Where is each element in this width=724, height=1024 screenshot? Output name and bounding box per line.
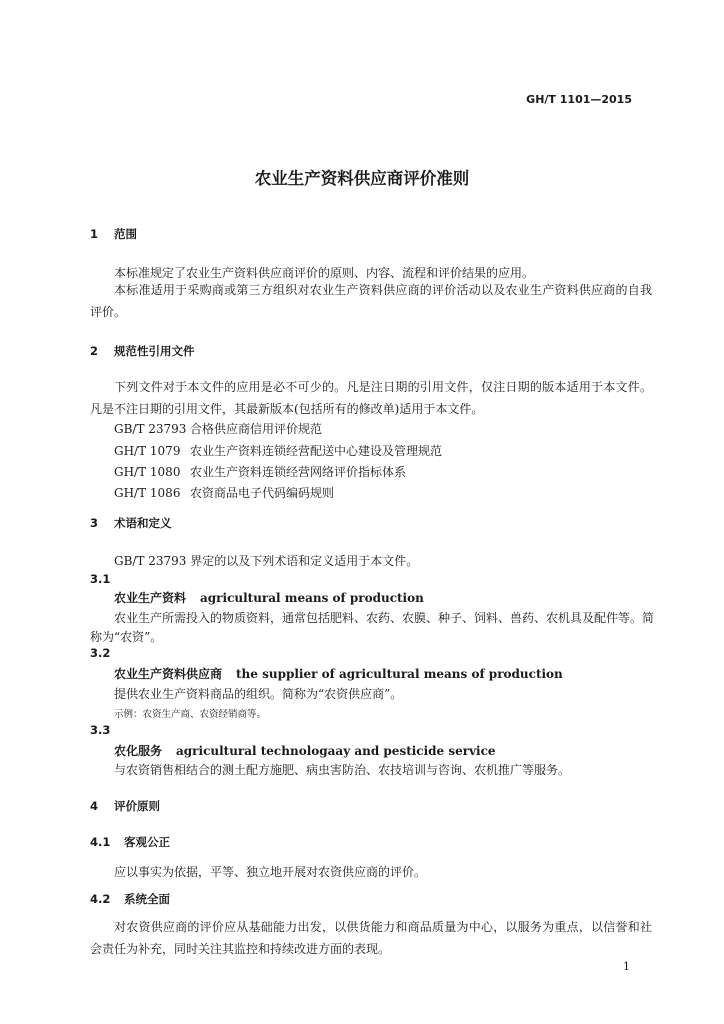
section-title: 规范性引用文件 xyxy=(114,344,195,358)
section-title: 范围 xyxy=(114,227,137,241)
term-number: 3.1 xyxy=(90,572,111,586)
term-chinese: 农化服务 xyxy=(114,744,163,758)
subsection-text: 应以事实为依据，平等、独立地开展对农资供应商的评价。 xyxy=(114,865,427,879)
section-heading-1 xyxy=(90,226,137,242)
subsection-title: 客观公正 xyxy=(124,835,170,849)
subsection-title: 系统全面 xyxy=(124,892,170,906)
term-definition: 提供农业生产资料商品的组织。简称为“农资供应商”。 xyxy=(114,687,403,701)
subsection-text: 对农资供应商的评价应从基础能力出发，以供货能力和商品质量为中心，以服务为重点，以信誉和社会责任为补充，同时关注其监控和持续改进方面的表现。 xyxy=(90,920,652,956)
reference-code: GH/T 1086 xyxy=(114,486,181,500)
term-chinese: 农业生产资料 xyxy=(114,591,187,605)
section-title: 术语和定义 xyxy=(114,516,172,530)
subsection-number: 4.2 xyxy=(90,892,111,906)
term-number: 3.3 xyxy=(90,723,111,737)
section-heading-4 xyxy=(90,798,160,814)
reference-item xyxy=(114,442,442,459)
references-intro: 下列文件对于本文件的应用是必不可少的。凡是注日期的引用文件，仅注日期的版本适用于本文件。凡是不注日期的引用文件，其最新版本(包括所有的修改单)适用于本文件。 xyxy=(90,380,652,416)
section-number: 2 xyxy=(90,344,99,358)
term-english: agricultural technologaay and pesticide service xyxy=(176,744,496,758)
reference-title: 农资商品电子代码编码规则 xyxy=(190,486,335,500)
scope-paragraph-2: 本标准适用于采购商或第三方组织对农业生产资料供应商的评价活动以及农业生产资料供应商的自我评价。 xyxy=(90,283,652,319)
subsection-heading-4-1 xyxy=(90,834,170,850)
reference-item xyxy=(114,463,406,480)
term-heading xyxy=(114,742,496,759)
document-title: 农业生产资料供应商评价准则 xyxy=(254,169,470,188)
term-heading xyxy=(114,665,563,682)
reference-title: 合格供应商信用评价规范 xyxy=(190,422,323,436)
section-title: 评价原则 xyxy=(114,799,160,813)
section-heading-2 xyxy=(90,343,195,359)
reference-code: GH/T 1079 xyxy=(114,444,181,458)
reference-code: GB/T 23793 xyxy=(114,422,187,436)
term-example-note: 示例：农资生产商、农资经销商等。 xyxy=(114,709,267,720)
term-definition-line-2: 称为“农资”。 xyxy=(90,630,163,644)
term-english: agricultural means of production xyxy=(200,591,424,605)
scope-paragraph-1: 本标准规定了农业生产资料供应商评价的原则、内容、流程和评价结果的应用。 xyxy=(114,266,535,280)
reference-code: GH/T 1080 xyxy=(114,465,181,479)
section-number: 4 xyxy=(90,799,99,813)
section-heading-3 xyxy=(90,515,172,531)
term-heading xyxy=(114,589,424,606)
reference-item xyxy=(114,484,334,501)
subsection-heading-4-2 xyxy=(90,891,170,907)
terms-intro: GB/T 23793 界定的以及下列术语和定义适用于本文件。 xyxy=(114,554,419,568)
term-definition: 与农资销售相结合的测土配方施肥、病虫害防治、农技培训与咨询、农机推广等服务。 xyxy=(114,763,571,777)
subsection-number: 4.1 xyxy=(90,835,111,849)
reference-item xyxy=(114,420,322,437)
section-number: 1 xyxy=(90,227,99,241)
section-number: 3 xyxy=(90,516,99,530)
standard-number: GH/T 1101—2015 xyxy=(526,93,632,106)
term-definition-line-1: 农业生产所需投入的物质资料，通常包括肥料、农药、农膜、种子、饲料、兽药、农机具及配件等。简 xyxy=(114,611,655,625)
page-number: 1 xyxy=(623,960,630,973)
term-number: 3.2 xyxy=(90,646,111,660)
term-chinese: 农业生产资料供应商 xyxy=(114,667,223,681)
reference-title: 农业生产资料连锁经营配送中心建设及管理规范 xyxy=(190,444,443,458)
term-english: the supplier of agricultural means of production xyxy=(236,667,563,681)
reference-title: 农业生产资料连锁经营网络评价指标体系 xyxy=(190,465,407,479)
